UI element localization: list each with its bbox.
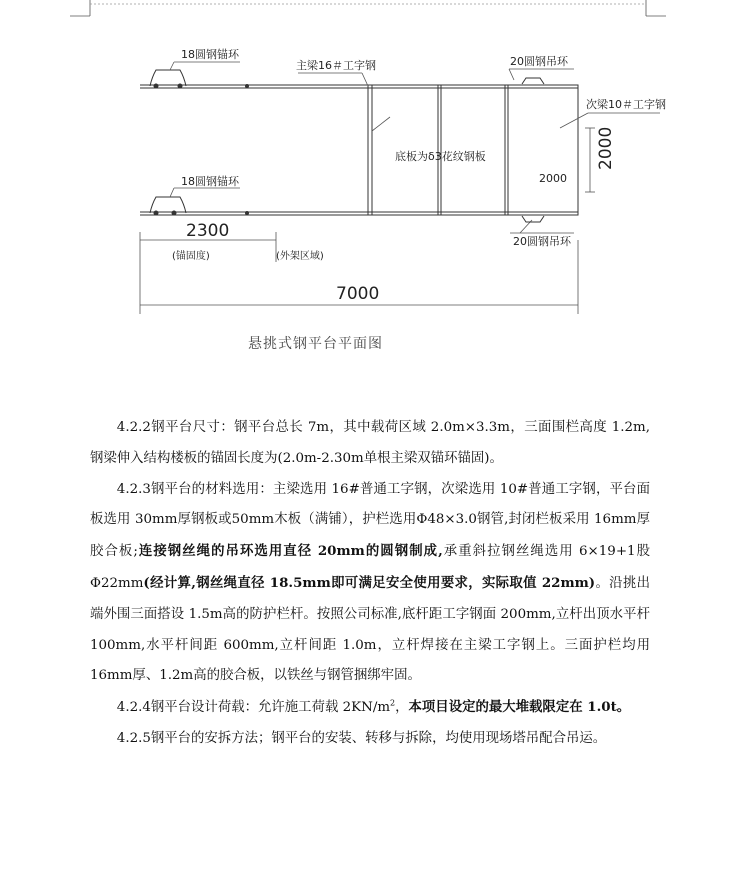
label-anchor-zone: (锚固度) (172, 251, 210, 262)
label-anchor-ring-top: 18圆钢锚环 (181, 48, 239, 61)
label-inner-dim: 2000 (539, 172, 567, 185)
steel-platform-plan-drawing (0, 0, 730, 330)
figure-caption: 悬挑式钢平台平面图 (248, 336, 383, 352)
label-hoist-ring-top: 20圆钢吊环 (510, 55, 568, 68)
label-anchor-ring-bottom: 18圆钢锚环 (181, 175, 239, 188)
anchor-rings-bottom (150, 197, 249, 216)
label-secondary-beam: 次梁10＃工字钢 (586, 98, 666, 111)
label-outside-zone: (外架区域) (276, 251, 324, 262)
hoist-ring-bottom-mark (522, 216, 544, 222)
paragraph-4-2-3: 4.2.3钢平台的材料选用：主梁选用 16#普通工字钢，次梁选用 10#普通工字钢，平台面板选用 30mm厚钢板或50mm木板（满铺），护栏选用Φ48×3.0钢管,封闭栏板采用 16mm厚胶合板;连接钢丝绳的吊环选用直径 20mm的圆钢制成,承重斜拉钢丝绳选用 6×19+1股Φ22mm(经计算,钢丝绳直径 18.5mm即可满足安全使用要求，实际取值 22mm)。沿挑出端外围三面搭设 1.5m高的防护栏杆。按照公司标准,底杆距工字钢面 200mm,立杆出顶水平杆 100mm,水平杆间距 600mm,立杆间距 1.0m，立杆焊接在主梁工字钢上。三面护栏均用 16mm厚、1.2m高的胶合板，以铁丝与钢管捆绑牢固。 (90, 481, 651, 684)
body-text (90, 413, 650, 755)
anchor-length-dimension (140, 232, 276, 314)
label-anchor-length-dim: 2300 (186, 221, 230, 241)
label-total-length-dim: 7000 (336, 284, 380, 304)
anchor-rings-top (150, 70, 249, 89)
label-floor-plate: 底板为δ3花纹钢板 (395, 150, 486, 163)
label-side-dim: 2000 (596, 126, 616, 170)
side-dimension (585, 128, 595, 192)
hoist-ring-top-mark (522, 78, 544, 84)
label-main-beam: 主梁16＃工字钢 (296, 59, 376, 72)
page-corner-marks (70, 0, 666, 16)
label-hoist-ring-bottom: 20圆钢吊环 (513, 235, 571, 248)
paragraph-4-2-4: 4.2.4钢平台设计荷载：允许施工荷载 $2KN/m^2$，本项目设定的最大堆载限定在 1.0t。 (116, 698, 631, 716)
paragraph-4-2-5: 4.2.5钢平台的安拆方法；钢平台的安装、转移与拆除，均使用现场塔吊配合吊运。 (116, 730, 607, 746)
paragraph-4-2-2: 4.2.2钢平台尺寸：钢平台总长 7m，其中载荷区域 2.0m×3.3m，三面围栏高度 1.2m,钢梁伸入结构楼板的锚固长度为(2.0m-2.30m单根主梁双锚环锚固)。 (90, 420, 650, 466)
